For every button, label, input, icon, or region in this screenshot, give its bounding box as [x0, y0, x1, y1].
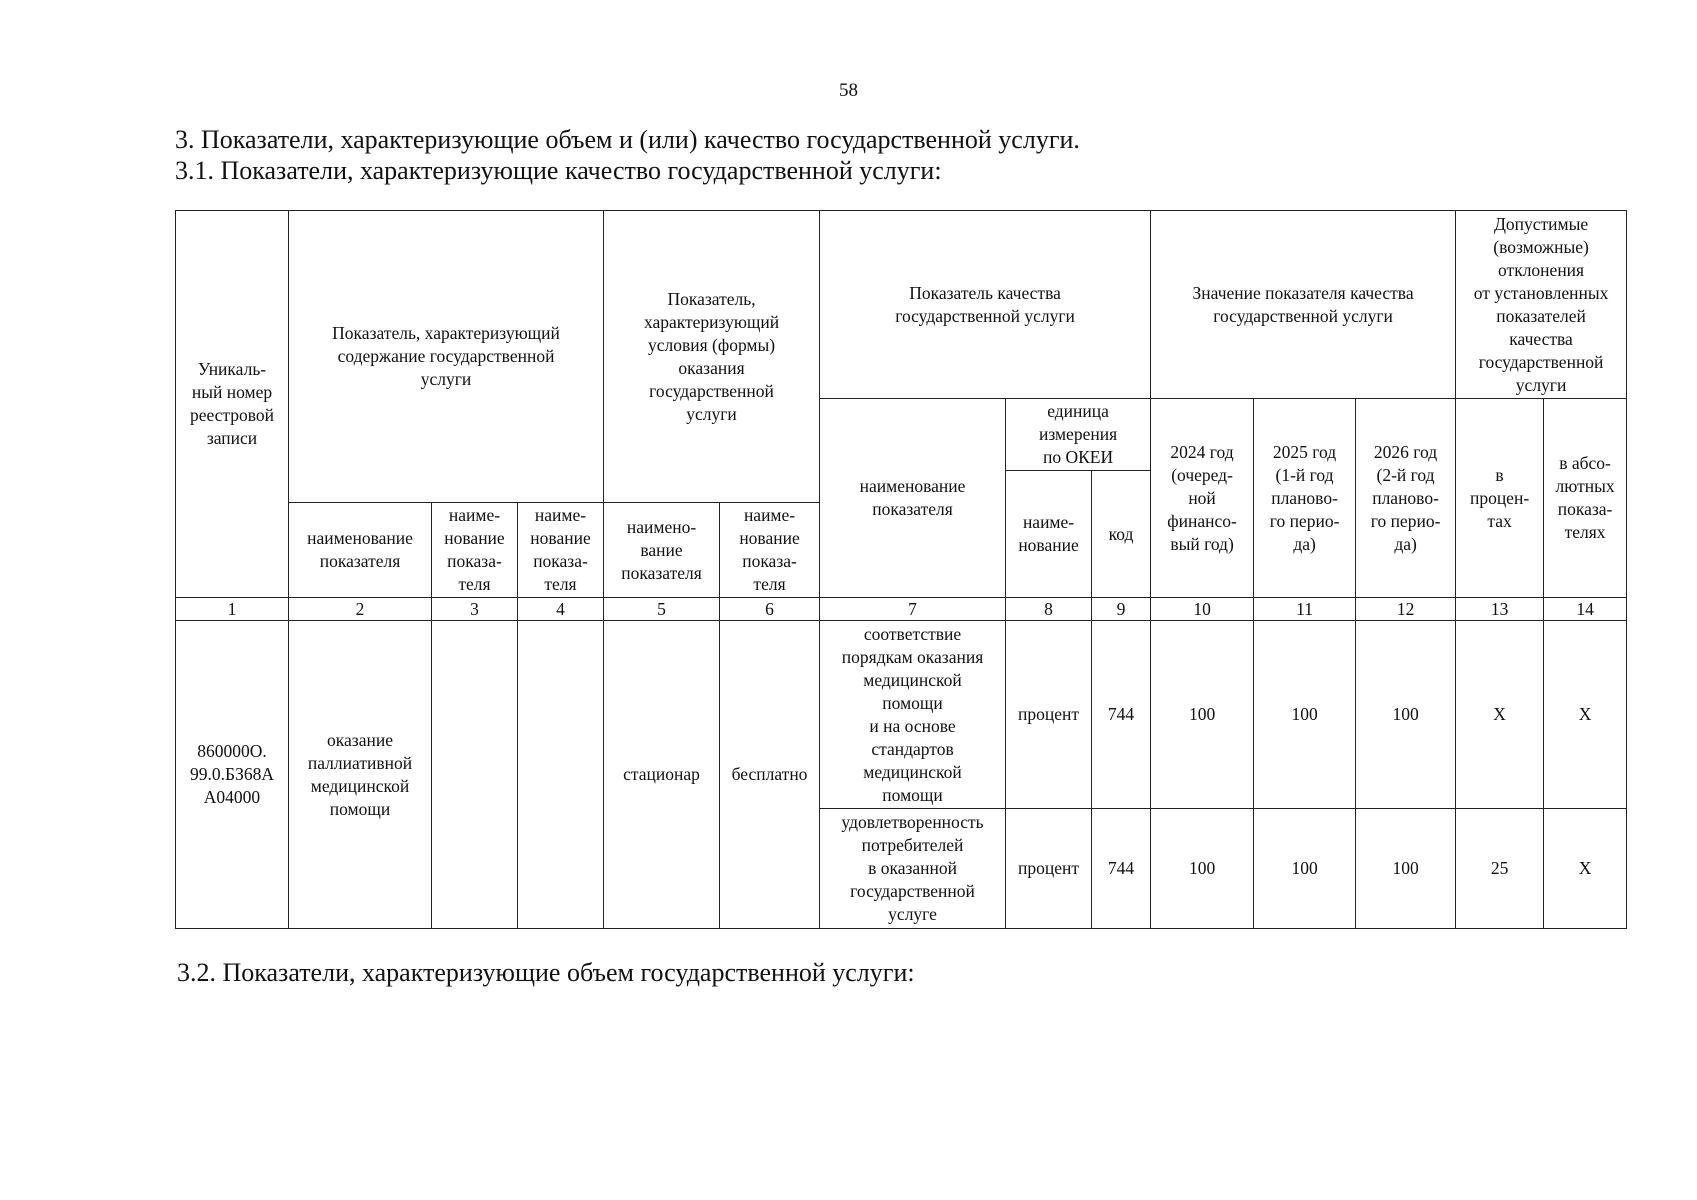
unit-code: 744 — [1092, 621, 1151, 809]
header-col-2: наименование показателя — [289, 503, 432, 598]
header-col-6: наиме- нование показа- теля — [720, 503, 820, 598]
value-2025: 100 — [1254, 621, 1356, 809]
content-indicator-3 — [432, 621, 518, 929]
unit-name: процент — [1006, 621, 1092, 809]
page-number: 58 — [839, 80, 858, 101]
column-number: 14 — [1544, 598, 1627, 621]
section-3-heading: 3. Показатели, характеризующие объем и (или) качество государственной услуги. — [175, 125, 1080, 154]
registry-number: 860000О. 99.0.БЗ68А А04000 — [176, 621, 289, 929]
header-value-group: Значение показателя качества государственной услуги — [1151, 211, 1456, 399]
indicator-name: соответствие порядкам оказания медицинской помощи и на основе стандартов медицинской помощи — [820, 621, 1006, 809]
header-year-2025: 2025 год (1-й год планово- го перио- да) — [1254, 399, 1356, 598]
value-2026: 100 — [1356, 621, 1456, 809]
deviation-percent: X — [1456, 621, 1544, 809]
header-unit-okei: единица измерения по ОКЕИ — [1006, 399, 1151, 471]
content-indicator-4 — [518, 621, 604, 929]
section-3-2-heading: 3.2. Показатели, характеризующие объем государственной услуги: — [177, 958, 915, 987]
column-number: 8 — [1006, 598, 1092, 621]
header-year-2026: 2026 год (2-й год планово- го перио- да) — [1356, 399, 1456, 598]
column-number: 2 — [289, 598, 432, 621]
header-deviation-group: Допустимые (возможные) отклонения от установленных показателей качества государственной услуги — [1456, 211, 1627, 399]
column-number: 5 — [604, 598, 720, 621]
header-unit-name: наиме- нование — [1006, 471, 1092, 598]
quality-indicators-table — [175, 210, 1627, 929]
table-row — [176, 621, 1627, 809]
value-2025: 100 — [1254, 809, 1356, 929]
value-2024: 100 — [1151, 809, 1254, 929]
deviation-percent: 25 — [1456, 809, 1544, 929]
indicator-name: удовлетворенность потребителей в оказанной государственной услуге — [820, 809, 1006, 929]
header-deviation-percent: в процен- тах — [1456, 399, 1544, 598]
condition-payment: бесплатно — [720, 621, 820, 929]
header-col-4: наиме- нование показа- теля — [518, 503, 604, 598]
header-quality-group: Показатель качества государственной услуги — [820, 211, 1151, 399]
header-conditions-group: Показатель, характеризующий условия (формы) оказания государственной услуги — [604, 211, 820, 503]
header-deviation-absolute: в абсо- лютных показа- телях — [1544, 399, 1627, 598]
column-number: 1 — [176, 598, 289, 621]
column-number: 13 — [1456, 598, 1544, 621]
unit-name: процент — [1006, 809, 1092, 929]
header-unique-number: Уникаль- ный номер реестровой записи — [176, 211, 289, 598]
column-number: 6 — [720, 598, 820, 621]
column-number: 9 — [1092, 598, 1151, 621]
header-indicator-name: наименование показателя — [820, 399, 1006, 598]
unit-code: 744 — [1092, 809, 1151, 929]
column-number: 12 — [1356, 598, 1456, 621]
header-year-2024: 2024 год (очеред- ной финансо- вый год) — [1151, 399, 1254, 598]
value-2024: 100 — [1151, 621, 1254, 809]
content-indicator: оказание паллиативной медицинской помощи — [289, 621, 432, 929]
header-content-group: Показатель, характеризующий содержание государственной услуги — [289, 211, 604, 503]
header-col-5: наимено- вание показателя — [604, 503, 720, 598]
column-number: 3 — [432, 598, 518, 621]
condition-form: стационар — [604, 621, 720, 929]
column-number: 11 — [1254, 598, 1356, 621]
column-number: 7 — [820, 598, 1006, 621]
header-col-3: наиме- нование показа- теля — [432, 503, 518, 598]
column-number: 4 — [518, 598, 604, 621]
column-number: 10 — [1151, 598, 1254, 621]
deviation-absolute: X — [1544, 809, 1627, 929]
header-unit-code: код — [1092, 471, 1151, 598]
section-3-1-heading: 3.1. Показатели, характеризующие качество государственной услуги: — [175, 156, 942, 185]
deviation-absolute: X — [1544, 621, 1627, 809]
value-2026: 100 — [1356, 809, 1456, 929]
